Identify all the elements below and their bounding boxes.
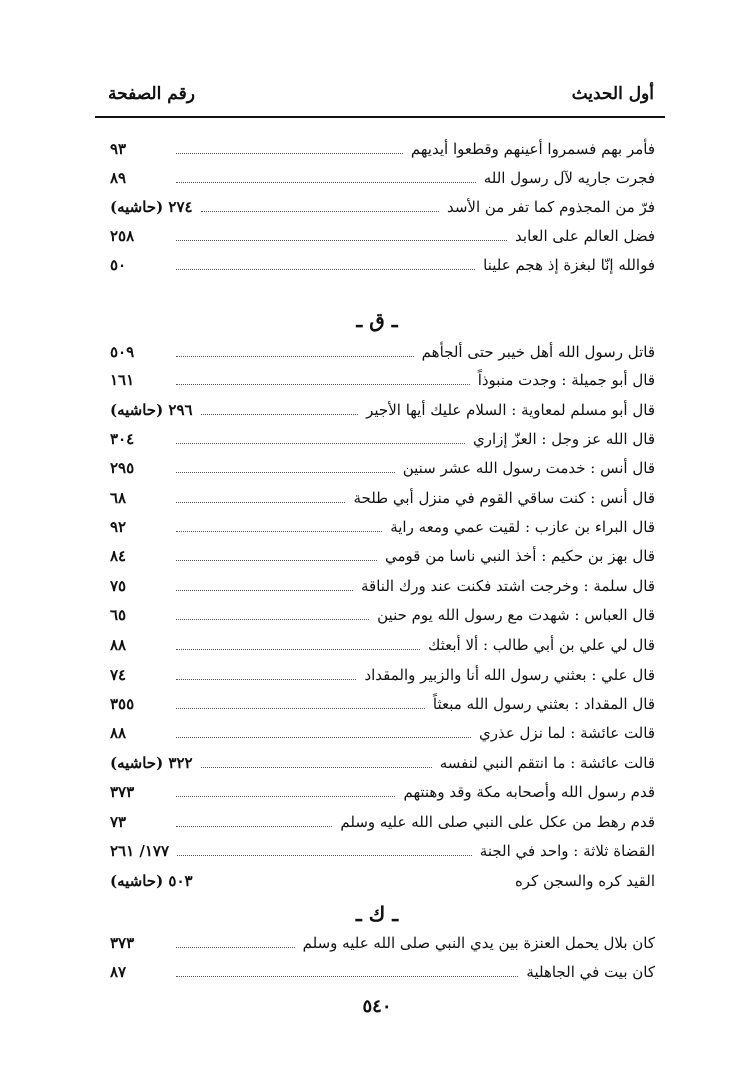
index-entry — [110, 193, 655, 221]
header-hadith-beginning-label: أول الحديث — [571, 84, 654, 104]
index-entry — [110, 513, 655, 541]
entry-page: ٥٠٩ — [110, 343, 135, 361]
entry-page: ٨٧ — [110, 963, 127, 981]
entry-page: ١٧٧/ ٢٦١ — [110, 842, 170, 860]
entry-page: ٥٠٣ (حاشيه) — [110, 872, 193, 890]
entry-text: قال أنس : خدمت رسول الله عشر سنين — [402, 459, 655, 477]
entry-leader-dots — [176, 356, 414, 357]
index-entry — [110, 749, 655, 777]
entry-page: ٣٥٥ — [110, 695, 135, 713]
entry-leader-dots — [176, 384, 470, 385]
index-entry — [110, 867, 655, 895]
entry-leader-dots — [176, 182, 476, 183]
entry-leader-dots — [176, 269, 475, 270]
index-entry — [110, 837, 655, 865]
index-entry — [110, 778, 655, 806]
entry-text: القيد كره والسجن كره — [514, 872, 655, 890]
entry-page: ٦٨ — [110, 489, 127, 507]
entry-leader-dots — [176, 649, 420, 650]
entry-text: فوالله إنّا لبغزة إذ هجم علينا — [483, 256, 655, 274]
entry-leader-dots — [177, 855, 472, 856]
entry-text: قال المقداد : بعثني رسول الله مبعثاً — [432, 695, 655, 713]
entry-text: قال البراء بن عازب : لقيت عمي ومعه راية — [390, 518, 655, 536]
entry-text: قال بهز بن حكيم : أخذ النبي ناسا من قومي — [384, 547, 655, 565]
index-entry — [110, 366, 655, 394]
index-entry — [110, 135, 655, 163]
section-heading-qaf: ـ ق ـ — [356, 308, 398, 332]
entry-text: قال الله عز وجل : العزّ إزاري — [473, 430, 655, 448]
entry-text: قدم رهط من عكل على النبي صلى الله عليه وسلم — [340, 813, 655, 831]
entry-leader-dots — [176, 737, 471, 738]
entry-text: قالت عائشة : ما انتقم النبي لنفسه — [439, 754, 655, 772]
entry-leader-dots — [176, 590, 353, 591]
entry-text: فرّ من المجذوم كما تفر من الأسد — [446, 198, 655, 216]
entry-leader-dots — [176, 240, 507, 241]
entry-text: فضل العالم على العابد — [515, 227, 655, 245]
entry-leader-dots — [201, 211, 439, 212]
entry-page: ٣٧٣ — [110, 934, 135, 952]
entry-text: كان بيت في الجاهلية — [526, 963, 655, 981]
entry-text: قاتل رسول الله أهل خيبر حتى ألجأهم — [421, 343, 655, 361]
index-entry — [110, 661, 655, 689]
entry-text: قال أبو جميلة : وجدت منبوذاً — [477, 371, 655, 389]
index-entry — [110, 542, 655, 570]
entry-page: ٨٨ — [110, 724, 127, 742]
entry-leader-dots — [176, 472, 395, 473]
entry-text: قال لي علي بن أبي طالب : ألا أبعثك — [427, 636, 655, 654]
entry-text: كان بلال يحمل العنزة بين يدي النبي صلى الله عليه وسلم — [302, 934, 655, 952]
entry-spacer — [201, 885, 507, 886]
entry-text: قال العباس : شهدت مع رسول الله يوم حنين — [377, 606, 655, 624]
entry-page: ٧٣ — [110, 813, 127, 831]
entry-text: القضاة ثلاثة : واحد في الجنة — [479, 842, 655, 860]
entry-text: فأمر بهم فسمروا أعينهم وقطعوا أيديهم — [410, 140, 655, 158]
index-entry — [110, 164, 655, 192]
index-entry — [110, 484, 655, 512]
entry-text: قال أنس : كنت ساقي القوم في منزل أبي طلحة — [353, 489, 655, 507]
entry-leader-dots — [176, 708, 425, 709]
entry-page: ٦٥ — [110, 606, 127, 624]
index-entry — [110, 338, 655, 366]
entry-leader-dots — [176, 826, 332, 827]
entry-leader-dots — [201, 414, 359, 415]
entry-leader-dots — [176, 947, 295, 948]
entry-page: ٧٤ — [110, 666, 127, 684]
index-entry — [110, 572, 655, 600]
entry-page: ٨٨ — [110, 636, 127, 654]
entry-page: ١٦١ — [110, 371, 135, 389]
page-header — [108, 84, 654, 104]
entry-leader-dots — [176, 619, 369, 620]
entry-page: ٢٩٥ — [110, 459, 135, 477]
entry-leader-dots — [201, 767, 432, 768]
index-entry — [110, 601, 655, 629]
entry-page: ٩٢ — [110, 518, 127, 536]
entry-leader-dots — [176, 796, 395, 797]
index-entry — [110, 631, 655, 659]
page-number: ٥٤٠ — [362, 996, 392, 1017]
index-entry — [110, 251, 655, 279]
entry-text: فجرت جاريه لآل رسول الله — [483, 169, 655, 187]
entry-page: ٩٣ — [110, 140, 127, 158]
entry-page: ٣٢٢ (حاشيه) — [110, 754, 193, 772]
entry-text: قال علي : بعثني رسول الله أنا والزبير والمقداد — [364, 666, 655, 684]
header-page-number-label: رقم الصفحة — [108, 84, 195, 104]
entry-page: ٨٤ — [110, 547, 127, 565]
entry-page: ٢٩٦ (حاشيه) — [110, 401, 193, 419]
entry-page: ٧٥ — [110, 577, 127, 595]
entry-leader-dots — [176, 502, 345, 503]
index-entry — [110, 690, 655, 718]
entry-text: قال سلمة : وخرجت اشتد فكنت عند ورك الناقة — [361, 577, 655, 595]
entry-leader-dots — [176, 443, 465, 444]
entry-text: قال أبو مسلم لمعاوية : السلام عليك أيها الأجير — [366, 401, 655, 419]
entry-leader-dots — [176, 153, 403, 154]
entry-leader-dots — [176, 976, 518, 977]
index-entry — [110, 425, 655, 453]
entry-page: ٨٩ — [110, 169, 127, 187]
entry-page: ٣٧٣ — [110, 783, 135, 801]
entry-leader-dots — [176, 531, 382, 532]
entry-page: ٢٥٨ — [110, 227, 135, 245]
entry-text: قدم رسول الله وأصحابه مكة وقد وهنتهم — [403, 783, 655, 801]
index-entry — [110, 396, 655, 424]
entry-text: قالت عائشة : لما نزل عذري — [478, 724, 655, 742]
entry-page: ٥٠ — [110, 256, 127, 274]
entry-leader-dots — [176, 679, 356, 680]
index-entry — [110, 958, 655, 986]
entry-page: ٢٧٤ (حاشيه) — [110, 198, 193, 216]
entry-leader-dots — [176, 560, 377, 561]
index-entry — [110, 808, 655, 836]
section-heading-kaf: ـ ك ـ — [355, 902, 399, 926]
index-entry — [110, 222, 655, 250]
index-entry — [110, 929, 655, 957]
index-entry — [110, 719, 655, 747]
header-rule — [95, 116, 665, 118]
entry-page: ٣٠٤ — [110, 430, 135, 448]
index-entry — [110, 454, 655, 482]
